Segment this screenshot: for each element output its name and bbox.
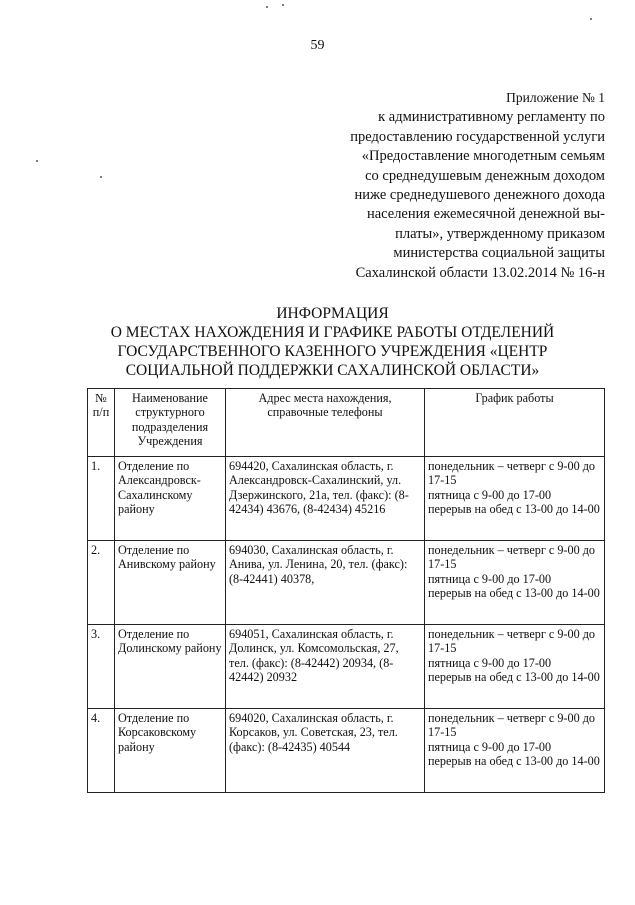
appendix-line: со среднедушевым денежным доходом	[365, 167, 605, 184]
appendix-title: Приложение № 1	[506, 90, 605, 105]
schedule-line: перерыв на обед с 13-00 до 14-00	[428, 670, 600, 685]
appendix-line: ниже среднедушевого денежного дохода	[354, 187, 605, 204]
table-row	[88, 457, 605, 541]
scan-speck	[282, 4, 284, 6]
heading-line: ГОСУДАРСТВЕННОГО КАЗЕННОГО УЧРЕЖДЕНИЯ «ЦЕНТР	[117, 343, 548, 360]
appendix-line: министерства социальной защиты	[393, 245, 605, 262]
page-number: 59	[310, 38, 325, 53]
scan-speck	[590, 18, 592, 20]
schedule-line: понедельник – четверг с 9-00 до 17-15	[428, 543, 596, 572]
scan-speck	[100, 176, 102, 178]
row-num: 4.	[88, 709, 115, 793]
row-num: 3.	[88, 625, 115, 709]
appendix-line: предоставлению государственной услуги	[350, 128, 605, 145]
schedule-line: пятница с 9-00 до 17-00	[428, 655, 552, 670]
table-row	[88, 625, 605, 709]
appendix-line: Сахалинской области 13.02.2014 № 16-н	[355, 264, 605, 281]
header-schedule: График работы	[425, 389, 605, 457]
appendix-line: к административному регламенту по	[378, 109, 605, 126]
schedule-line: перерыв на обед с 13-00 до 14-00	[428, 754, 600, 769]
schedule-line: пятница с 9-00 до 17-00	[428, 739, 552, 754]
header-address: Адрес места нахождения, справочные телефоны	[226, 389, 425, 457]
row-name: Отделение по Анивскому району	[115, 541, 226, 625]
row-schedule	[425, 541, 605, 625]
row-address: 694420, Сахалинская область, г. Александровск-Сахалинский, ул. Дзержинского, 21а, тел. (факс): (8-42434) 43676, (8-42434) 45216	[226, 457, 425, 541]
row-num: 1.	[88, 457, 115, 541]
document-heading	[60, 304, 605, 380]
schedule-line: перерыв на обед с 13-00 до 14-00	[428, 586, 600, 601]
row-schedule	[425, 457, 605, 541]
heading-line: СОЦИАЛЬНОЙ ПОДДЕРЖКИ САХАЛИНСКОЙ ОБЛАСТИ»	[125, 362, 540, 379]
row-address: 694051, Сахалинская область, г. Долинск, ул. Комсомольская, 27, тел. (факс): (8-42442) 20934, (8-42442) 20932	[226, 625, 425, 709]
appendix-block	[305, 88, 605, 283]
header-name: Наименование структурного подразделения Учреждения	[115, 389, 226, 457]
offices-table	[87, 388, 605, 793]
schedule-line: перерыв на обед с 13-00 до 14-00	[428, 502, 600, 517]
scan-speck	[266, 6, 268, 8]
row-num: 2.	[88, 541, 115, 625]
schedule-line: понедельник – четверг с 9-00 до 17-15	[428, 627, 596, 656]
row-schedule	[425, 625, 605, 709]
appendix-line: платы», утвержденному приказом	[395, 225, 605, 242]
table-row	[88, 709, 605, 793]
row-name: Отделение по Долинскому району	[115, 625, 226, 709]
scan-speck	[36, 160, 38, 162]
heading-line: ИНФОРМАЦИЯ	[276, 305, 389, 322]
row-schedule	[425, 709, 605, 793]
table-row	[88, 541, 605, 625]
row-name: Отделение по Александровск-Сахалинскому району	[115, 457, 226, 541]
schedule-line: пятница с 9-00 до 17-00	[428, 571, 552, 586]
row-address: 694020, Сахалинская область, г. Корсаков, ул. Советская, 23, тел. (факс): (8-42435) 40544	[226, 709, 425, 793]
schedule-line: пятница с 9-00 до 17-00	[428, 487, 552, 502]
table-header-row	[88, 389, 605, 457]
header-num: № п/п	[88, 389, 115, 457]
schedule-line: понедельник – четверг с 9-00 до 17-15	[428, 711, 596, 740]
appendix-line: населения ежемесячной денежной вы-	[366, 206, 605, 223]
row-address: 694030, Сахалинская область, г. Анива, ул. Ленина, 20, тел. (факс): (8-42441) 40378,	[226, 541, 425, 625]
row-name: Отделение по Корсаковскому району	[115, 709, 226, 793]
appendix-line: «Предоставление многодетным семьям	[361, 148, 605, 165]
schedule-line: понедельник – четверг с 9-00 до 17-15	[428, 459, 596, 488]
heading-line: О МЕСТАХ НАХОЖДЕНИЯ И ГРАФИКЕ РАБОТЫ ОТДЕЛЕНИЙ	[110, 324, 555, 341]
